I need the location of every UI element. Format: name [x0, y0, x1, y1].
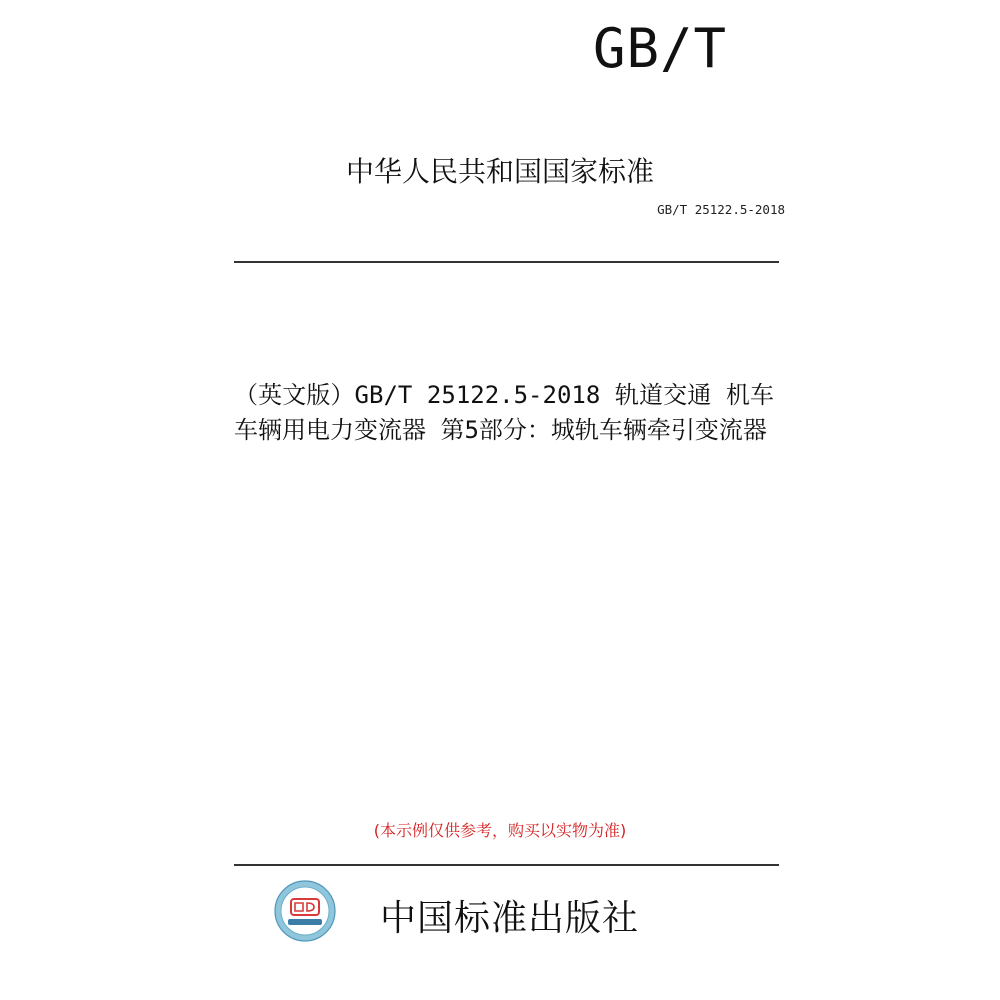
publisher-name: 中国标准出版社	[380, 898, 640, 939]
national-standard-title: 中华人民共和国国家标准	[345, 155, 654, 188]
standard-code-heading: GB/T	[592, 17, 728, 80]
bottom-divider	[234, 864, 779, 866]
top-divider	[234, 261, 779, 263]
standard-number: GB/T 25122.5-2018	[657, 202, 785, 217]
sample-disclaimer: (本示例仅供参考，购买以实物为准)	[373, 821, 627, 840]
document-title: （英文版）GB/T 25122.5-2018 轨道交通 机车车辆用电力变流器 第5部分：城轨车辆牵引变流器	[234, 381, 774, 444]
publisher-seal-icon	[274, 880, 336, 942]
